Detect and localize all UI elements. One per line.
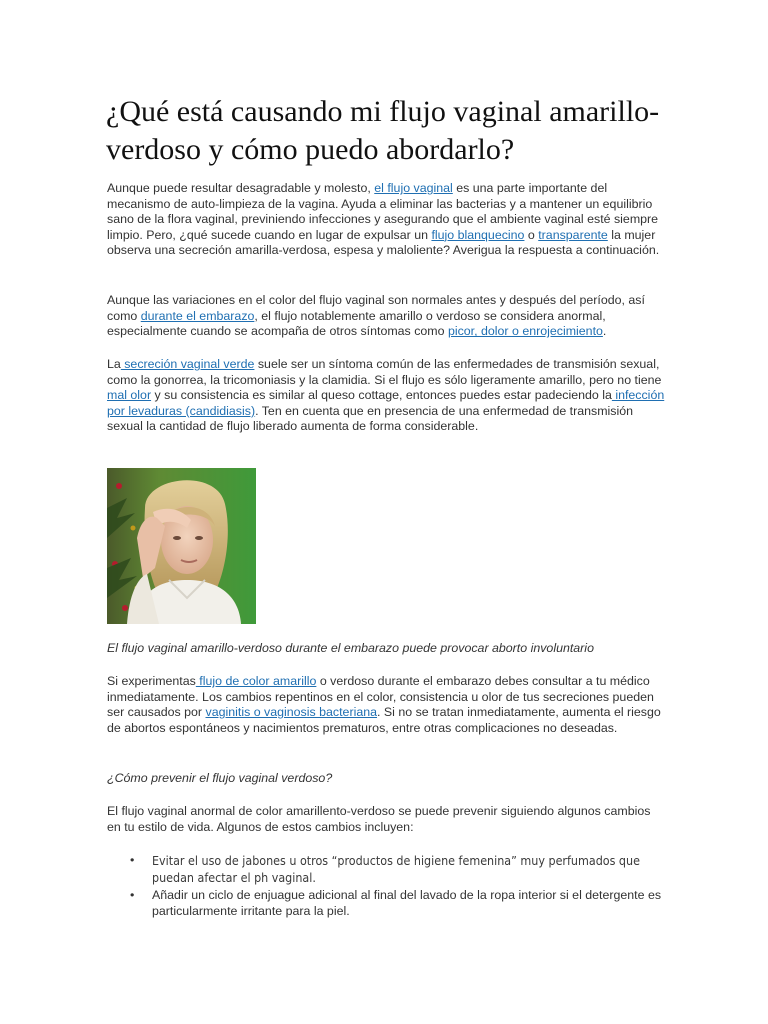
link-durante-embarazo[interactable]: durante el embarazo — [140, 308, 255, 323]
link-flujo-vaginal[interactable]: el flujo vaginal — [374, 181, 453, 195]
bullet-icon: • — [130, 853, 135, 867]
text: . — [602, 324, 607, 339]
paragraph-embarazo — [107, 674, 667, 736]
photo-illustration — [107, 468, 256, 624]
woman-headache-photo — [107, 468, 256, 624]
link-transparente[interactable]: transparente — [538, 227, 608, 242]
list-item — [107, 888, 667, 919]
paragraph-secrecion-verde — [107, 357, 667, 435]
list-item-text: Añadir un ciclo de enjuague adicional al final del lavado de la ropa interior si el detergente es particularmente irritante para la piel. — [152, 888, 662, 918]
text: es una parte importante del mecanismo de auto-limpieza de la vagina. Ayuda a eliminar las bacterias y a mantener un equilibrio sano de la flora vaginal, previniendo infecciones y asegurando que el ambiente vaginal esté siempre limpio. Pero, ¿qué sucede cuando en lugar de expulsar un — [107, 181, 659, 242]
page-title: ¿Qué está causando mi flujo vaginal amarillo-verdoso y cómo puedo abordarlo? — [106, 95, 660, 166]
text: o verdoso durante el embarazo debes consultar a tu médico inmediatamente. Los cambios repentinos en el color, consistencia u olor de tus secreciones pueden ser causados por — [107, 674, 654, 720]
link-secrecion-verde[interactable]: secreción vaginal verde — [120, 357, 255, 371]
link-flujo-blanquecino[interactable]: flujo blanquecino — [431, 227, 525, 242]
text: Si experimentas — [107, 674, 196, 688]
list-item — [107, 853, 667, 886]
prevention-list — [107, 853, 667, 921]
image-caption: El flujo vaginal amarillo-verdoso durante el embarazo puede provocar aborto involuntario — [107, 641, 594, 655]
text: , el flujo notablemente amarillo o verdoso se considera anormal, especialmente cuando se acompaña de otros síntomas como — [107, 308, 606, 339]
link-mal-olor[interactable]: mal olor — [107, 388, 152, 403]
text: Aunque las variaciones en el color del flujo vaginal son normales antes y después del período, así como — [107, 293, 645, 323]
text: y su consistencia es similar al queso cottage, entonces puedes estar padeciendo la — [151, 388, 612, 403]
paragraph-intro — [107, 181, 667, 259]
text: o — [524, 227, 539, 242]
paragraph-variaciones — [107, 293, 667, 340]
link-infeccion-levaduras[interactable]: infección por levaduras (candidiasis) — [107, 388, 665, 418]
text: . Ten en cuenta que en presencia de una enfermedad de transmisión sexual la cantidad de flujo liberado aumenta de forma considerable. — [107, 403, 634, 434]
link-flujo-amarillo[interactable]: flujo de color amarillo — [195, 674, 317, 688]
text: La — [107, 357, 121, 371]
list-item-text: Evitar el uso de jabones u otros “productos de higiene femenina” muy perfumados que puedan afectar el ph vaginal. — [152, 853, 640, 885]
text: suele ser un síntoma común de las enfermedades de transmisión sexual, como la gonorrea, la tricomoniasis y la clamidia. Si el flujo es sólo ligeramente amarillo, pero no tiene — [107, 357, 662, 387]
link-vaginitis[interactable]: vaginitis o vaginosis bacteriana — [205, 705, 378, 720]
bullet-icon: • — [130, 888, 135, 903]
text: Aunque puede resultar desagradable y molesto, — [107, 181, 375, 195]
text: la mujer observa una secreción amarilla-verdosa, espesa y maloliente? Averigua la respuesta a continuación. — [107, 227, 660, 258]
text: . Si no se tratan inmediatamente, aumenta el riesgo de abortos espontáneos y nacimientos prematuros, entre otras complicaciones no deseadas. — [107, 705, 661, 735]
link-picor-dolor[interactable]: picor, dolor o enrojecimiento — [447, 324, 603, 339]
section-subheading: ¿Cómo prevenir el flujo vaginal verdoso? — [107, 771, 333, 785]
paragraph-prevencion: El flujo vaginal anormal de color amarillento-verdoso se puede prevenir siguiendo algunos cambios en tu estilo de vida. Algunos de estos cambios incluyen: — [107, 804, 651, 834]
